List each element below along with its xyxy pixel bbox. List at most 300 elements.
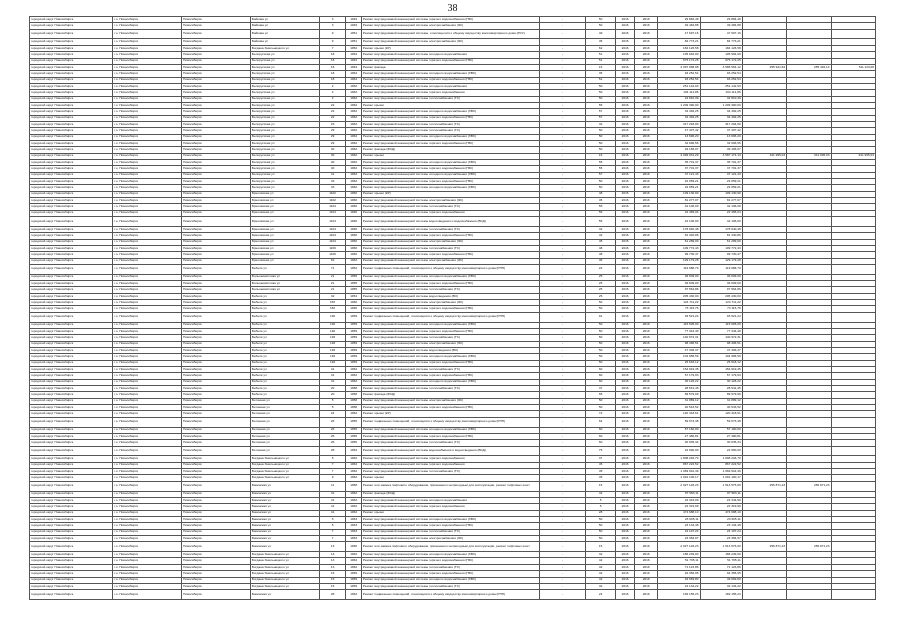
table-cell: 48 <box>586 252 616 258</box>
table-cell: - <box>539 552 586 558</box>
table-cell: 2016 <box>635 456 658 462</box>
table-cell: городской округ Новосибирск <box>30 64 113 70</box>
table-cell: 64 <box>586 417 616 427</box>
table-cell: 2016 <box>635 523 658 529</box>
table-cell: 2016 <box>616 147 635 153</box>
table-cell: 2016 <box>635 77 658 83</box>
table-cell: Ремонт внутридомовой инженерной системы водоотведения (ВО) <box>361 348 539 354</box>
table-row <box>30 590 876 600</box>
table-cell: 109 130,90 <box>700 191 742 197</box>
table-cell <box>831 590 876 600</box>
table-cell: Новосибирск <box>182 281 251 287</box>
table-cell: 5 <box>319 398 346 404</box>
table-cell: 1104 <box>319 233 346 239</box>
table-cell: городской округ Новосибирск <box>30 367 113 373</box>
table-cell <box>742 217 786 227</box>
table-cell: городской округ Новосибирск <box>30 552 113 558</box>
table-cell: 5 <box>319 516 346 522</box>
table-cell: 2016 <box>616 258 635 264</box>
table-cell: - <box>539 245 586 251</box>
table-cell: 51 <box>586 77 616 83</box>
table-cell: 2016 <box>635 564 658 570</box>
table-cell: 867 222,52 <box>700 462 742 468</box>
table-cell: 184 126,58 <box>658 45 700 51</box>
table-cell: городской округ Новосибирск <box>30 481 113 491</box>
table-cell: 35 701,37 <box>658 160 700 166</box>
table-cell: 511 123,08 <box>831 64 876 70</box>
table-cell: 2 <box>319 90 346 96</box>
table-cell: 2016 <box>616 564 635 570</box>
table-cell: Новосибирск <box>182 469 251 475</box>
table-cell: 1960 <box>346 300 362 306</box>
table-cell: 2016 <box>616 264 635 274</box>
table-cell: г.о. Новосибирск <box>113 252 182 258</box>
table-cell: 50 <box>586 322 616 328</box>
table-cell: Новосибирск <box>182 481 251 491</box>
table-cell: Ремонт внутридомовой инженерной системы теплоснабжения (ТС) <box>361 469 539 475</box>
table-cell: 178 640,48 <box>658 226 700 232</box>
table-cell: Белорусская ул <box>250 185 319 191</box>
table-cell: 4 097 098,98 <box>658 64 700 70</box>
table-cell: - <box>539 379 586 385</box>
table-cell: 1962 <box>346 497 362 503</box>
table-cell: Ремонт внутридомовой инженерной системы теплоснабжения (ТС) <box>361 128 539 134</box>
table-cell: Ремонт крыши (КР) <box>361 411 539 417</box>
table-cell: 60 <box>586 440 616 446</box>
table-cell: Белорусская ул <box>250 179 319 185</box>
table-cell: 2016 <box>635 239 658 245</box>
table-cell: Ремонт внутридомовой инженерной системы горячего водоснабжения <box>361 504 539 510</box>
table-cell: г.о. Новосибирск <box>113 571 182 577</box>
table-cell: 2016 <box>616 204 635 210</box>
table-cell: - <box>539 134 586 140</box>
table-cell: 50 <box>586 147 616 153</box>
table-cell: 22 <box>319 115 346 121</box>
table-cell: 2016 <box>616 239 635 245</box>
table-cell: городской округ Новосибирск <box>30 252 113 258</box>
table-cell: 49 484,88 <box>700 23 742 29</box>
table-cell: 55 <box>586 102 616 108</box>
table-cell: Ремонт внутридомовой инженерной системы горячего водоснабжения (ГВС) <box>361 115 539 121</box>
table-cell: Новосибирск <box>182 172 251 178</box>
table-cell: Новосибирск <box>182 312 251 322</box>
table-cell: 124 711,22 <box>658 300 700 306</box>
table-cell: - <box>539 128 586 134</box>
table-cell: Ремонт фасада <box>361 64 539 70</box>
table-cell: 2016 <box>635 166 658 172</box>
table-cell: 20 <box>319 392 346 398</box>
table-cell: 2016 <box>616 504 635 510</box>
table-cell: городской округ Новосибирск <box>30 571 113 577</box>
table-cell: городской округ Новосибирск <box>30 96 113 102</box>
table-cell: Новосибирск <box>182 287 251 293</box>
table-cell: 317 294,00 <box>700 121 742 127</box>
table-cell: 71 123,86 <box>658 564 700 570</box>
table-cell: 5 <box>586 504 616 510</box>
table-cell: Новосибирск <box>182 433 251 439</box>
table-cell: Новосибирск <box>182 440 251 446</box>
table-cell: - <box>539 17 586 23</box>
table-cell: 1959 <box>346 322 362 328</box>
table-cell: г.о. Новосибирск <box>113 564 182 570</box>
table-cell: Ремонт внутридомовой инженерной системы горячего водоснабжения (ГВС) <box>361 373 539 379</box>
table-cell: 48 <box>586 191 616 197</box>
table-cell: Белорусская ул <box>250 64 319 70</box>
table-cell: Белорусская ул <box>250 83 319 89</box>
table-cell: Ремонт внутридомовой инженерной системы электроснабжения (ЭС) <box>361 198 539 204</box>
table-cell: городской округ Новосибирск <box>30 191 113 197</box>
table-cell: 60 <box>586 373 616 379</box>
table-cell: 256 871,23 <box>787 481 831 491</box>
table-cell: г.о. Новосибирск <box>113 583 182 589</box>
table-cell: Новосибирск <box>182 264 251 274</box>
table-cell: г.о. Новосибирск <box>113 281 182 287</box>
table-cell: Богдана Хмельницкого ул <box>250 456 319 462</box>
table-cell: 93 252,54 <box>700 77 742 83</box>
table-cell: 65 <box>586 392 616 398</box>
table-cell: 192 <box>319 312 346 322</box>
table-cell: 25 618,12 <box>700 360 742 366</box>
table-cell: г.о. Новосибирск <box>113 440 182 446</box>
table-cell: 24 <box>586 590 616 600</box>
table-cell: 94 356,95 <box>658 571 700 577</box>
table-cell: Ремонт внутридомовой инженерной системы холодного водоснабжения (ХВС) <box>361 552 539 558</box>
table-cell: 26 <box>319 440 346 446</box>
table-cell: 37 121,43 <box>700 172 742 178</box>
table-cell: 7 <box>319 469 346 475</box>
table-cell: г.о. Новосибирск <box>113 23 182 29</box>
table-cell <box>742 29 786 39</box>
table-cell: 120 418,61 <box>700 411 742 417</box>
table-cell: 50 <box>586 354 616 360</box>
table-cell: - <box>539 45 586 51</box>
table-cell: - <box>539 398 586 404</box>
table-cell: 1954 <box>346 293 362 299</box>
table-row <box>30 312 876 322</box>
table-cell: - <box>539 475 586 481</box>
table-cell: 2016 <box>616 542 635 552</box>
table-cell: 47 <box>586 386 616 392</box>
table-cell: Новосибирск <box>182 571 251 577</box>
table-cell: Большевистская ул <box>250 281 319 287</box>
table-cell: 36 609,00 <box>700 274 742 280</box>
table-cell: 36 609,00 <box>700 281 742 287</box>
table-cell: 2016 <box>635 491 658 497</box>
table-cell: 2016 <box>616 128 635 134</box>
table-cell: Бебеля ул <box>250 264 319 274</box>
table-cell: 2016 <box>635 516 658 522</box>
table-cell: 2016 <box>616 121 635 127</box>
table-cell: Ремонт внутридомовой инженерной системы горячего водоснабжения (ГВС) <box>361 140 539 146</box>
table-cell: Ремонт внутридомовой инженерной системы, относящегося к общему имуществу многоквартирного дома (РСУ) <box>361 29 539 39</box>
table-cell: 42 <box>586 571 616 577</box>
table-cell: Брюсовская ул <box>250 258 319 264</box>
table-cell: 1958 <box>346 392 362 398</box>
table-cell: городской округ Новосибирск <box>30 17 113 23</box>
table-cell: Ремонт внутридомовой инженерной системы холодного водоснабжения (ХВС) <box>361 274 539 280</box>
table-cell: 3 <box>319 23 346 29</box>
table-cell: 2016 <box>616 191 635 197</box>
table-cell: г.о. Новосибирск <box>113 427 182 433</box>
table-cell: Ремонт внутридомовой инженерной системы горячего водоснабжения (ГВС) <box>361 433 539 439</box>
table-cell: Белорусская ул <box>250 147 319 153</box>
table-cell: Новосибирск <box>182 475 251 481</box>
table-cell: г.о. Новосибирск <box>113 354 182 360</box>
table-cell: Новосибирск <box>182 564 251 570</box>
table-cell: 2016 <box>616 354 635 360</box>
table-cell: Новосибирск <box>182 306 251 312</box>
table-cell: 2016 <box>635 405 658 411</box>
table-cell: 1959 <box>346 348 362 354</box>
table-cell: городской округ Новосибирск <box>30 210 113 216</box>
table-cell: городской округ Новосибирск <box>30 469 113 475</box>
table-cell: - <box>539 367 586 373</box>
table-cell: г.о. Новосибирск <box>113 245 182 251</box>
table-cell: 129 179,28 <box>658 258 700 264</box>
table-cell: 1958 <box>346 481 362 491</box>
table-cell: г.о. Новосибирск <box>113 497 182 503</box>
table-cell: 2016 <box>635 360 658 366</box>
table-cell: Белорусская ул <box>250 128 319 134</box>
table-row <box>30 481 876 491</box>
table-cell: г.о. Новосибирск <box>113 510 182 516</box>
table-cell: 1 091 100,17 <box>700 475 742 481</box>
table-cell <box>831 264 876 274</box>
table-cell: 13 <box>319 558 346 564</box>
table-cell: городской округ Новосибирск <box>30 475 113 481</box>
table-cell: городской округ Новосибирск <box>30 373 113 379</box>
table-cell: - <box>539 198 586 204</box>
table-cell: 1962 <box>346 83 362 89</box>
page-number: 38 <box>447 3 458 14</box>
table-cell: 25 <box>586 274 616 280</box>
table-cell: Бебеля ул <box>250 328 319 334</box>
table-cell: Новосибирск <box>182 456 251 462</box>
table-cell: городской округ Новосибирск <box>30 172 113 178</box>
table-cell: 2016 <box>635 90 658 96</box>
table-cell: 194 <box>319 354 346 360</box>
table-cell: Новосибирск <box>182 17 251 23</box>
table-cell: 75 <box>586 446 616 456</box>
table-cell: 1959 <box>346 583 362 589</box>
table-cell: 48 <box>586 245 616 251</box>
table-cell <box>742 590 786 600</box>
table-cell: 341 995,03 <box>831 153 876 159</box>
table-cell: 1 513 575,00 <box>700 542 742 552</box>
table-cell: 9 <box>319 29 346 39</box>
table-cell: 22 <box>586 264 616 274</box>
table-cell: 42 <box>586 577 616 583</box>
table-cell: Белорусская ул <box>250 166 319 172</box>
table-cell: - <box>539 29 586 39</box>
table-cell: 60 <box>586 367 616 373</box>
table-cell: 2016 <box>616 71 635 77</box>
table-cell: г.о. Новосибирск <box>113 71 182 77</box>
table-cell: Ремонт внутридомовой инженерной системы электроснабжения (ЭС) <box>361 341 539 347</box>
table-cell: г.о. Новосибирск <box>113 433 182 439</box>
table-cell: 2016 <box>635 510 658 516</box>
table-cell: 97 564,86 <box>658 287 700 293</box>
table-cell: Новосибирск <box>182 39 251 45</box>
table-cell: Ремонт внутридомовой инженерной системы теплоснабжения (ТС) <box>361 226 539 232</box>
table-cell: 97 564,86 <box>700 287 742 293</box>
table-cell: городской округ Новосибирск <box>30 462 113 468</box>
table-cell: 89 579,99 <box>700 392 742 398</box>
table-cell: Новосибирск <box>182 179 251 185</box>
table-cell: Ремонт крыши <box>361 153 539 159</box>
table-cell: городской округ Новосибирск <box>30 335 113 341</box>
table-cell: городской округ Новосибирск <box>30 128 113 134</box>
table-cell: городской округ Новосибирск <box>30 523 113 529</box>
table-cell: 2016 <box>635 529 658 535</box>
table-cell: 50 <box>586 128 616 134</box>
table-cell: 71 123,86 <box>700 564 742 570</box>
table-cell: 13 <box>319 564 346 570</box>
table-cell: 3 587 174,13 <box>700 153 742 159</box>
table-cell: г.о. Новосибирск <box>113 293 182 299</box>
table-cell: городской округ Новосибирск <box>30 411 113 417</box>
table-cell: Ремонт внутридомовой инженерной системы электроснабжения (ЭС) <box>361 23 539 29</box>
table-cell: Ремонт внутридомовой инженерной системы холодного водоснабжения (ХВС) <box>361 379 539 385</box>
table-cell: Ремонт внутридомовой инженерной системы горячего водоснабжения (ГВС) <box>361 233 539 239</box>
table-cell: 16 <box>586 153 616 159</box>
table-cell: Большевистская ул <box>250 287 319 293</box>
table-cell: 317 294,00 <box>658 121 700 127</box>
table-row <box>30 542 876 552</box>
table-cell: 7 <box>319 45 346 51</box>
table-cell: - <box>539 264 586 274</box>
table-cell: 2016 <box>616 360 635 366</box>
table-cell: 2016 <box>616 379 635 385</box>
table-cell: 27 480,81 <box>658 433 700 439</box>
table-cell: 7 <box>319 529 346 535</box>
table-cell: 50 <box>586 179 616 185</box>
table-cell: г.о. Новосибирск <box>113 373 182 379</box>
table-cell: 2016 <box>616 115 635 121</box>
table-cell: Ремонт внутридомовой инженерной системы холодного водоснабжения (ХВС) <box>361 354 539 360</box>
table-cell: г.о. Новосибирск <box>113 348 182 354</box>
table-cell: 29 <box>319 128 346 134</box>
table-cell: 27 480,81 <box>700 433 742 439</box>
table-cell: г.о. Новосибирск <box>113 121 182 127</box>
table-cell: Богдана Хмельницкого ул <box>250 583 319 589</box>
table-cell: 55 <box>586 160 616 166</box>
table-cell: 1959 <box>346 354 362 360</box>
table-row <box>30 29 876 39</box>
table-cell: Ремонт внутридомовой инженерной системы электроснабжения (ЭС) <box>361 239 539 245</box>
table-cell: Брюсовская ул <box>250 233 319 239</box>
table-cell: Новосибирск <box>182 52 251 58</box>
table-cell: 1962 <box>346 590 362 600</box>
table-cell: городской округ Новосибирск <box>30 529 113 535</box>
table-cell: 57 <box>586 109 616 115</box>
table-cell: 1962 <box>346 475 362 481</box>
table-cell: Бетонная ул <box>250 440 319 446</box>
table-cell: г.о. Новосибирск <box>113 300 182 306</box>
table-cell: Белорусская ул <box>250 140 319 146</box>
table-cell: 2016 <box>616 328 635 334</box>
table-cell: 2016 <box>616 462 635 468</box>
table-cell: 140 972,31 <box>700 335 742 341</box>
table-cell: 2016 <box>635 542 658 552</box>
table-cell: г.о. Новосибирск <box>113 328 182 334</box>
table-cell: г.о. Новосибирск <box>113 39 182 45</box>
table-cell: Новосибирск <box>182 252 251 258</box>
table-cell: 81 340,86 <box>658 233 700 239</box>
table-cell: Байкова ул <box>250 39 319 45</box>
table-cell: г.о. Новосибирск <box>113 398 182 404</box>
table-cell: - <box>539 440 586 446</box>
table-cell: г.о. Новосибирск <box>113 577 182 583</box>
table-cell: 474 688,10 <box>700 510 742 516</box>
table-cell: Большевистская ул <box>250 274 319 280</box>
table-cell: 256 871,23 <box>787 542 831 552</box>
table-cell: - <box>539 64 586 70</box>
table-cell: 23 605,11 <box>658 516 700 522</box>
table-cell: 29 <box>319 134 346 140</box>
table-cell: 1962 <box>346 90 362 96</box>
table-cell: городской округ Новосибирск <box>30 115 113 121</box>
table-cell: 42 810,39 <box>658 96 700 102</box>
table-cell: городской округ Новосибирск <box>30 427 113 433</box>
table-cell: 2016 <box>616 160 635 166</box>
table-cell: г.о. Новосибирск <box>113 529 182 535</box>
table-cell: Ремонт внутридомовой инженерной системы холодного водоснабжения (ХВС) <box>361 109 539 115</box>
table-cell: 42 134,22 <box>658 583 700 589</box>
table-cell: 2016 <box>635 341 658 347</box>
table-cell: 2016 <box>635 312 658 322</box>
table-cell: Ремонт внутридомовой инженерной системы горячего водоснабжения (ГВС) <box>361 328 539 334</box>
table-cell: 2016 <box>616 45 635 51</box>
table-cell <box>787 590 831 600</box>
table-cell: 13 <box>319 542 346 552</box>
table-cell: г.о. Новосибирск <box>113 274 182 280</box>
table-cell: Ремонт фасада (ФСД) <box>361 491 539 497</box>
table-cell: 81 340,86 <box>700 233 742 239</box>
table-cell: Ремонт крыши (КР) <box>361 191 539 197</box>
table-cell: Новосибирск <box>182 577 251 583</box>
table-cell: городской округ Новосибирск <box>30 179 113 185</box>
table-cell: городской округ Новосибирск <box>30 281 113 287</box>
table-cell: 2016 <box>635 115 658 121</box>
table-cell: 1960 <box>346 252 362 258</box>
table-cell: 50 <box>586 516 616 522</box>
table-cell: Ремонт внутридомовой инженерной системы холодного водоснабжения (ХВС) <box>361 185 539 191</box>
table-cell: Новосибирск <box>182 109 251 115</box>
table-cell: 45 <box>586 475 616 481</box>
table-cell: 2016 <box>635 160 658 166</box>
table-cell: 2016 <box>616 134 635 140</box>
table-cell: 35 701,37 <box>700 160 742 166</box>
table-cell: 2016 <box>635 571 658 577</box>
table-cell: 29 <box>319 140 346 146</box>
table-cell: Новосибирск <box>182 71 251 77</box>
table-cell: Ремонт внутридомовой инженерной системы холодного водоснабжения (ХВС) <box>361 577 539 583</box>
table-cell: г.о. Новосибирск <box>113 29 182 39</box>
table-cell: 1955 <box>346 287 362 293</box>
table-cell: 2016 <box>635 497 658 503</box>
table-cell: - <box>539 300 586 306</box>
table-cell: Ремонт внутридомовой инженерной системы водоотведения и водоснабжения (ВСД) <box>361 217 539 227</box>
table-cell: 40 543,52 <box>658 405 700 411</box>
table-cell: 1960 <box>346 191 362 197</box>
table-cell: 42 810,39 <box>700 96 742 102</box>
table-cell: 1 808 246,70 <box>658 456 700 462</box>
table-cell: Новосибирск <box>182 147 251 153</box>
table-cell: Новосибирск <box>182 23 251 29</box>
table-cell: 1 209 390,00 <box>700 102 742 108</box>
table-cell: 1954 <box>346 446 362 456</box>
